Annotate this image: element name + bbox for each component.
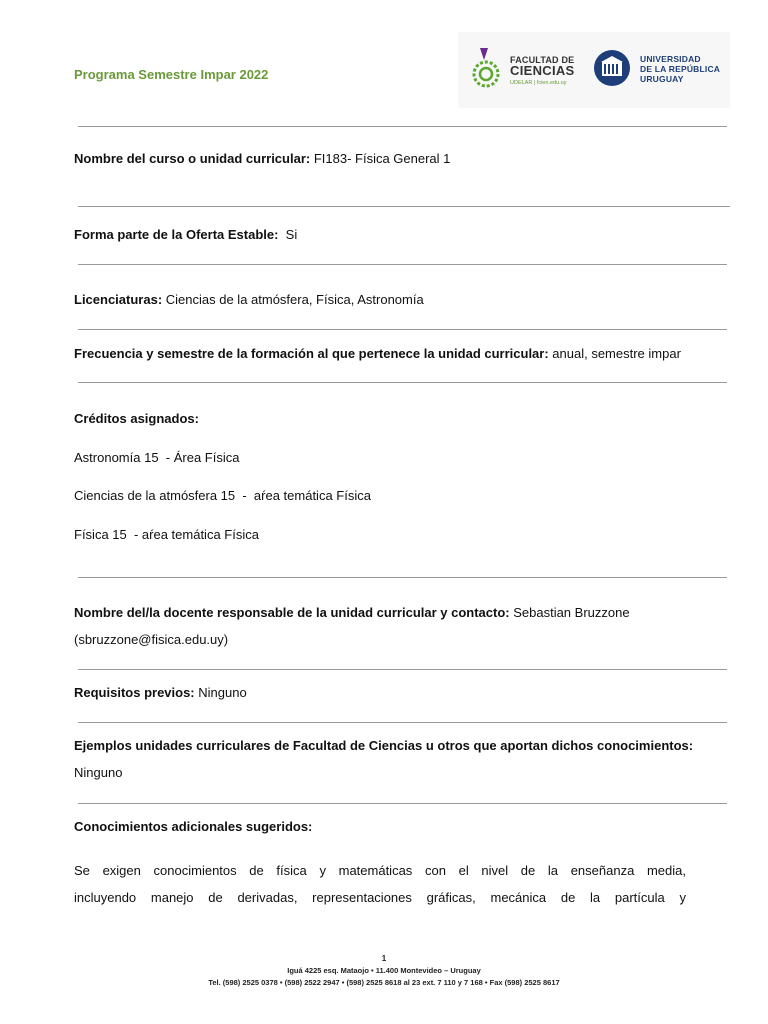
- credito-item: Ciencias de la atmósfera 15 - aŕea temática Física: [74, 488, 371, 503]
- field-curso-value: FI183- Física General 1: [310, 151, 451, 166]
- field-oferta-label: Forma parte de la Oferta Estable:: [74, 227, 279, 242]
- facultad-logo-line2: CIENCIAS: [510, 63, 575, 78]
- field-frecuencia-value: anual, semestre impar: [548, 346, 681, 361]
- divider: [78, 577, 727, 578]
- field-ejemplos-label: Ejemplos unidades curriculares de Facultad de Ciencias u otros que aportan dichos conocimientos:: [74, 738, 694, 753]
- field-curso: [74, 151, 450, 166]
- page-number: 1: [381, 954, 387, 963]
- field-docente-value: Sebastian Bruzzone: [509, 605, 630, 620]
- facultad-logo-line3: UDELAR | fcien.edu.uy: [510, 80, 567, 86]
- field-curso-label: Nombre del curso o unidad curricular:: [74, 151, 311, 166]
- facultad-ciencias-logo-icon: [466, 46, 506, 90]
- field-licenciaturas-label: Licenciaturas:: [74, 292, 163, 307]
- credito-item: Astronomía 15 - Área Física: [74, 450, 240, 465]
- divider: [78, 382, 727, 383]
- credito-item: Física 15 - aŕea temática Física: [74, 527, 259, 542]
- page-header-title: Programa Semestre Impar 2022: [74, 67, 269, 82]
- divider: [78, 803, 727, 804]
- footer-address: Iguá 4225 esq. Mataojo • 11.400 Montevideo – Uruguay: [287, 966, 481, 975]
- divider: [78, 669, 727, 670]
- divider: [78, 206, 730, 207]
- field-licenciaturas: [74, 292, 424, 307]
- field-ejemplos-value: Ninguno: [74, 765, 123, 780]
- footer-phones: Tel. (598) 2525 0378 • (598) 2522 2947 • (598) 2525 8618 al 23 ext. 7 110 y 7 168 • Fax (598) 2525 8617: [208, 978, 560, 987]
- field-requisitos-value: Ninguno: [194, 685, 247, 700]
- udelar-seal-icon: [592, 48, 632, 88]
- udelar-logo-line3: URUGUAY: [640, 74, 684, 84]
- facultad-logo-line1: FACULTAD DE: [510, 55, 575, 65]
- field-conocimientos-label: Conocimientos adicionales sugeridos:: [74, 819, 313, 834]
- conocimientos-paragraph-line: Se exigen conocimientos de física y matemáticas con el nivel de la enseñanza media,: [74, 863, 686, 878]
- field-requisitos-label: Requisitos previos:: [74, 685, 195, 700]
- field-frecuencia: [74, 346, 681, 361]
- field-docente-label: Nombre del/la docente responsable de la unidad curricular y contacto:: [74, 605, 510, 620]
- divider: [78, 126, 727, 127]
- field-ejemplos: [74, 738, 693, 753]
- field-creditos: [74, 411, 199, 426]
- field-oferta-value: Si: [278, 227, 298, 242]
- field-requisitos: [74, 685, 247, 700]
- field-docente: [74, 605, 630, 620]
- field-oferta: [74, 227, 297, 242]
- field-creditos-label: Créditos asignados:: [74, 411, 199, 426]
- divider: [78, 264, 727, 265]
- field-frecuencia-label: Frecuencia y semestre de la formación al que pertenece la unidad curricular:: [74, 346, 549, 361]
- udelar-logo-line2: DE LA REPÚBLICA: [640, 64, 721, 74]
- field-licenciaturas-value: Ciencias de la atmósfera, Física, Astronomía: [162, 292, 424, 307]
- field-conocimientos: [74, 819, 312, 834]
- divider: [78, 329, 727, 330]
- conocimientos-paragraph-line: incluyendo manejo de derivadas, representaciones gráficas, mecánica de la partícula y: [74, 890, 686, 905]
- divider: [78, 722, 727, 723]
- field-docente-contact: (sbruzzone@fisica.edu.uy): [74, 632, 229, 647]
- udelar-logo-line1: UNIVERSIDAD: [640, 54, 701, 64]
